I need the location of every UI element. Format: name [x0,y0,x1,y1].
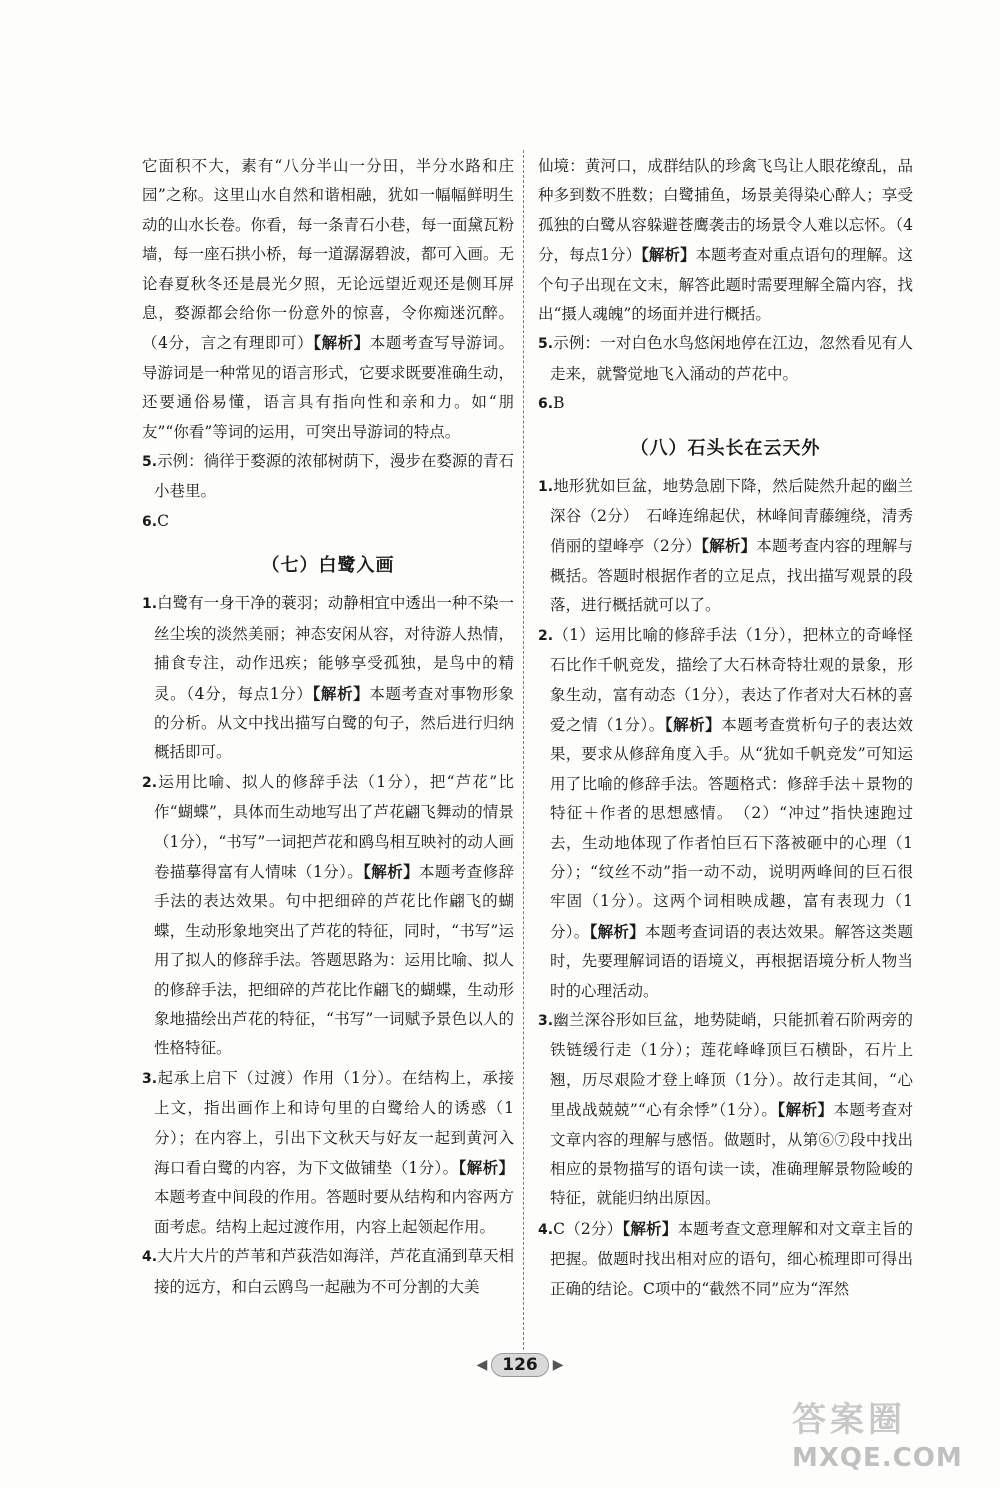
list-item: 3.幽兰深谷形如巨盆，地势陡峭，只能抓着石阶两旁的铁链缓行走（1分）；莲花峰峰顶巨石横卧，石片上翘，历尽艰险才登上峰顶（1分）。故行走其间，“心里战战兢兢”“心有余悸”（1分）。【解析】本题考查对文章内容的理解与感悟。做题时，从第⑥⑦段中找出相应的景物描写的语句读一读，准确理解景物险峻的特征，就能归纳出原因。 [538,1010,913,1208]
list-item: 1.白鹭有一身干净的蓑羽；动静相宜中透出一种不染一丝尘埃的淡然美丽；神态安闲从容，对待游人热情，捕食专注，动作迅疾；能够享受孤独，是鸟中的精灵。（4分，每点1分）【解析】本题考查对事物形象的分析。从文中找出描写白鹭的句子，然后进行归纳概括即可。 [142,594,514,762]
section-heading-8: （八）石头长在云天外 [630,437,821,459]
watermark-text: 答案圈 [792,1400,906,1440]
question-6: 6.C [142,511,169,530]
right-column [538,152,913,1304]
left-arrow-icon: ◀ [476,1357,488,1373]
question-6: 6.B [538,394,565,413]
list-item: 3.起承上启下（过渡）作用（1分）。在结构上，承接上文，指出画作上和诗句里的白鹭给人的诱惑（1分）；在内容上，引出下文秋天与好友一起到黄河入海口看白鹭的内容，为下文做铺垫（1分）。【解析】本题考查中间段的作用。答题时要从结构和内容两方面考虑。结构上起过渡作用，内容上起领起作用。 [142,1068,514,1236]
list-item: 2.（1）运用比喻的修辞手法（1分），把林立的奇峰怪石比作千帆竞发，描绘了大石林奇特壮观的景象，形象生动，富有动态（1分），表达了作者对大石林的喜爱之情（1分）。【解析】本题考查赏析句子的表达效果，要求从修辞角度入手。从“犹如千帆竞发”可知运用了比喻的修辞手法。答题格式：修辞手法＋景物的特征＋作者的思想感情。 （2）“冲过”指快速跑过去，生动地体现了作者怕巨石下落被砸中的心理（1分）；“纹丝不动”指一动不动，说明两峰间的巨石很牢固（1分）。这两个词相映成趣，富有表现力（1分）。【解析】本题考查词语的表达效果。解答这类题时，先要理解词语的语境义，再根据语境分析人物当时的心理活动。 [538,625,913,1000]
question-5: 5.示例：徜徉于婺源的浓郁树荫下，漫步在婺源的青石小巷里。 [142,452,514,501]
column-divider [523,150,524,1350]
intro-paragraph: 它面积不大，素有“八分半山一分田，半分水路和庄园”之称。这里山水自然和谐相融，犹如一幅幅鲜明生动的山水长卷。你看，每一条青石小巷，每一面黛瓦粉墙，每一座石拱小桥，每一道潺潺碧波，都可入画。无论春夏秋冬还是晨光夕照，无论远望近观还是侧耳屏息，婺源都会给你一份意外的惊喜，令你痴迷沉醉。（4分，言之有理即可）【解析】本题考查写导游词。导游词是一种常见的语言形式，它要求既要准确生动，还要通俗易懂，语言具有指向性和亲和力。如“朋友”“你看”等词的运用，可突出导游词的特点。 [142,157,515,441]
right-arrow-icon: ▶ [552,1357,564,1373]
page-number-footer [470,1352,570,1378]
section-heading-7: （七）白鹭入画 [261,555,395,577]
list-item: 4.大片大片的芦苇和芦荻浩如海洋，芦花直涌到草天相接的远方，和白云鸥鸟一起融为不可分割的大美 [142,1247,514,1296]
analysis-tag: 【解析】 [313,333,370,353]
page-number: 126 [491,1353,549,1377]
watermark-url: MXQE.COM [792,1443,963,1473]
list-item: 4.C（2分）【解析】本题考查文意理解和对文章主旨的把握。做题时找出相对应的语句，细心梳理即可得出正确的结论。C项中的“截然不同”应为“浑然 [538,1218,913,1298]
continued-paragraph: 仙境：黄河口，成群结队的珍禽飞鸟让人眼花缭乱，品种多到数不胜数；白鹭捕鱼，场景美得染心醉人；享受孤独的白鹭从容躲避苍鹰袭击的场景令人难以忘怀。（4分，每点1分）【解析】本题考查对重点语句的理解。这个句子出现在文末，解答此题时需要理解全篇内容，找出“摄人魂魄”的场面并进行概括。 [538,157,913,324]
list-item: 1.地形犹如巨盆，地势急剧下降，然后陡然升起的幽兰深谷（2分） 石峰连绵起伏，林峰间青藤缠绕，清秀俏丽的望峰亭（2分）【解析】本题考查内容的理解与概括。答题时根据作者的立足点，找出描写观景的段落，进行概括就可以了。 [538,476,913,615]
left-column [142,152,514,1302]
question-5: 5.示例：一对白色水鸟悠闲地停在江边，忽然看见有人走来，就警觉地飞入涌动的芦花中。 [538,334,913,383]
list-item: 2.运用比喻、拟人的修辞手法（1分），把“芦花”比作“蝴蝶”，具体而生动地写出了芦花翩飞舞动的情景（1分），“书写”一词把芦花和鸥鸟相互映衬的动人画卷描摹得富有人情味（1分）。【解析】本题考查修辞手法的表达效果。句中把细碎的芦花比作翩飞的蝴蝶，生动形象地突出了芦花的特征，同时，“书写”运用了拟人的修辞手法。答题思路为：运用比喻、拟人的修辞手法，把细碎的芦花比作翩飞的蝴蝶，生动形象地描绘出芦花的特征，“书写”一词赋予景色以人的性格特征。 [142,772,514,1058]
watermark-logo [792,1392,972,1478]
